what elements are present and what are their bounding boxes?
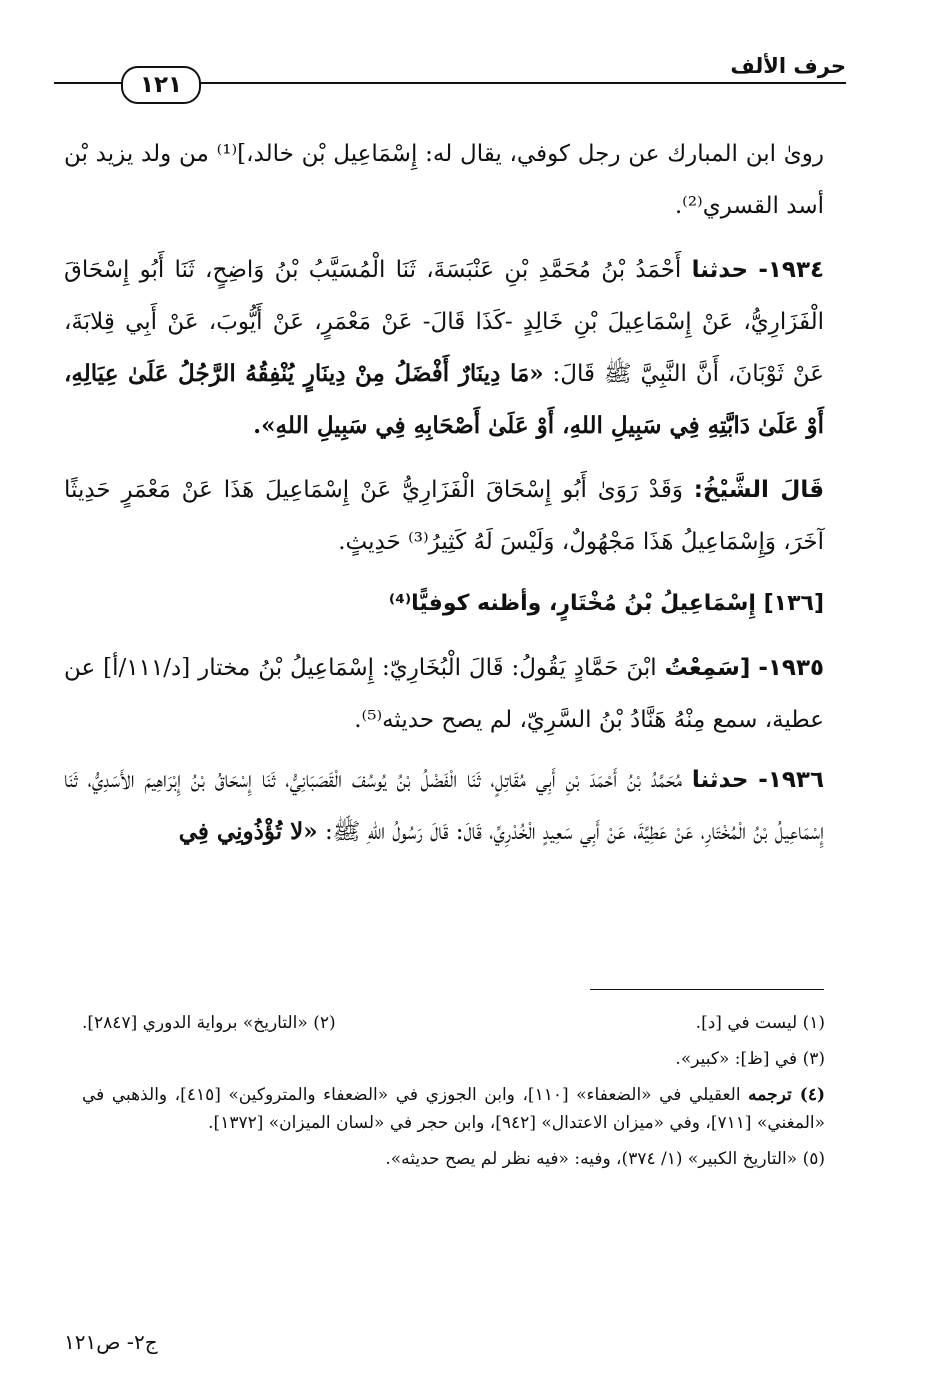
- entry-lead-word: [سَمِعْتُ: [664, 655, 751, 681]
- entry-lead-word: حدثنا: [691, 767, 749, 793]
- entry-1936: [64, 754, 824, 858]
- footnote-rule: [590, 989, 824, 990]
- footnote-4-lead: (٤) ترجمه: [748, 1085, 825, 1105]
- entry-text: ابْنَ حَمَّادٍ يَقُولُ: قَالَ الْبُخَارِيّ: إِسْمَاعِيلُ بْنُ مختار [د/١١١/أ] عن عطية، سمع مِنْهُ هَنَّادُ بْنُ السَّرِيّ، لم يصح حديثه⁽⁵⁾.: [64, 655, 824, 733]
- paragraph-intro: روىٰ ابن المبارك عن رجل كوفي، يقال له: إِسْمَاعِيل بْن خالد،]⁽¹⁾ من ولد يزيد بْن أسد القسري⁽²⁾.: [64, 141, 824, 219]
- shaykh-lead: قَالَ الشَّيْخُ:: [693, 477, 825, 503]
- entry-number: ١٩٣٤-: [758, 257, 825, 283]
- hadith-quote: «مَا دِينَارٌ أَفْضَلُ مِنْ دِينَارٍ يُنْفِقُهُ الرَّجُلُ عَلَىٰ عِيَالِهِ، أَوْ عَلَىٰ دَابَّتِهِ فِي سَبِيلِ اللهِ، أَوْ عَلَىٰ أَصْحَابِهِ فِي سَبِيلِ اللهِ».: [64, 360, 824, 439]
- entry-1935: [64, 642, 824, 746]
- page-number-badge: ١٢١: [121, 66, 201, 104]
- footnote-4: [82, 1081, 825, 1137]
- footnote-2: (٢) «التاريخ» برواية الدوري [٢٨٤٧].: [82, 1013, 336, 1033]
- entry-text: مُحَمَّدُ بْنُ أَحْمَدَ بْنِ أَبِي مُقَاتِلٍ، ثَنَا الْفَضْلُ بْنُ يُوسُفَ الْقَصَبَانِيُّ، ثَنَا إِسْحَاقُ بْنُ إِبْرَاهِيمَ الأَسَدِيُّ، ثَنَا إِسْمَاعِيلُ بْنُ الْمُخْتَارِ، عَنْ عَطِيَّةَ، عَنْ أَبِي سَعِيدٍ الْخُدْرِيِّ، قَالَ: قَالَ رَسُولُ اللهِ ﷺ:: [64, 767, 824, 845]
- section-heading: [١٣٦] إِسْمَاعِيلُ بْنُ مُخْتَارٍ، وأظنه كوفيًّا⁽⁴⁾: [388, 591, 824, 616]
- entry-lead-word: حدثنا: [691, 257, 749, 283]
- footnote-3: (٣) في [ظ]: «كبير».: [675, 1049, 825, 1069]
- entry-number: ١٩٣٦-: [758, 767, 824, 793]
- footnote-1: (١) ليست في [د].: [695, 1013, 825, 1033]
- page-header: [54, 54, 846, 104]
- shaykh-comment: [64, 464, 824, 568]
- main-text: [64, 128, 824, 870]
- footnote-4-text: العقيلي في «الضعفاء» [١١٠]، وابن الجوزي في «الضعفاء والمتروكين» [٤١٥]، والذهبي في «المغني» [٧١١]، وفي «ميزان الاعتدال» [٩٤٢]، وابن حجر في «لسان الميزان» [١٣٧٢].: [82, 1085, 825, 1133]
- shaykh-text: وَقَدْ رَوَىٰ أَبُو إِسْحَاقَ الْفَزَارِيُّ عَنْ إِسْمَاعِيلَ هَذَا عَنْ مَعْمَرٍ حَدِيثًا آخَرَ، وَإِسْمَاعِيلُ هَذَا مَجْهُولٌ، وَلَيْسَ لَهُ كَثِيرُ⁽³⁾ حَدِيثٍ.: [64, 477, 824, 555]
- chapter-title: حرف الألف: [730, 54, 846, 78]
- footnotes: [82, 1009, 825, 1181]
- entry-1934: [64, 244, 824, 452]
- page-reference: ج٢- ص١٢١: [64, 1330, 158, 1354]
- hadith-quote: «لا تُؤْذُونِي فِي: [178, 818, 318, 845]
- entry-text: أَحْمَدُ بْنُ مُحَمَّدِ بْنِ عَنْبَسَةَ، ثَنَا الْمُسَيَّبُ بْنُ وَاضِحٍ، ثَنَا أَبُو إِسْحَاقَ الْفَزَارِيُّ، عَنْ إِسْمَاعِيلَ بْنِ خَالِدٍ -كَذَا قَالَ- عَنْ مَعْمَرٍ، عَنْ أَيُّوبَ، عَنْ أَبِي قِلابَةَ، عَنْ ثَوْبَانَ، أَنَّ النَّبِيَّ ﷺ قَالَ:: [64, 257, 824, 387]
- entry-number: ١٩٣٥-: [758, 655, 825, 681]
- footnote-row: [82, 1009, 825, 1037]
- footnote-5: (٥) «التاريخ الكبير» (١/ ٣٧٤)، وفيه: «فيه نظر لم يصح حديثه».: [385, 1149, 825, 1169]
